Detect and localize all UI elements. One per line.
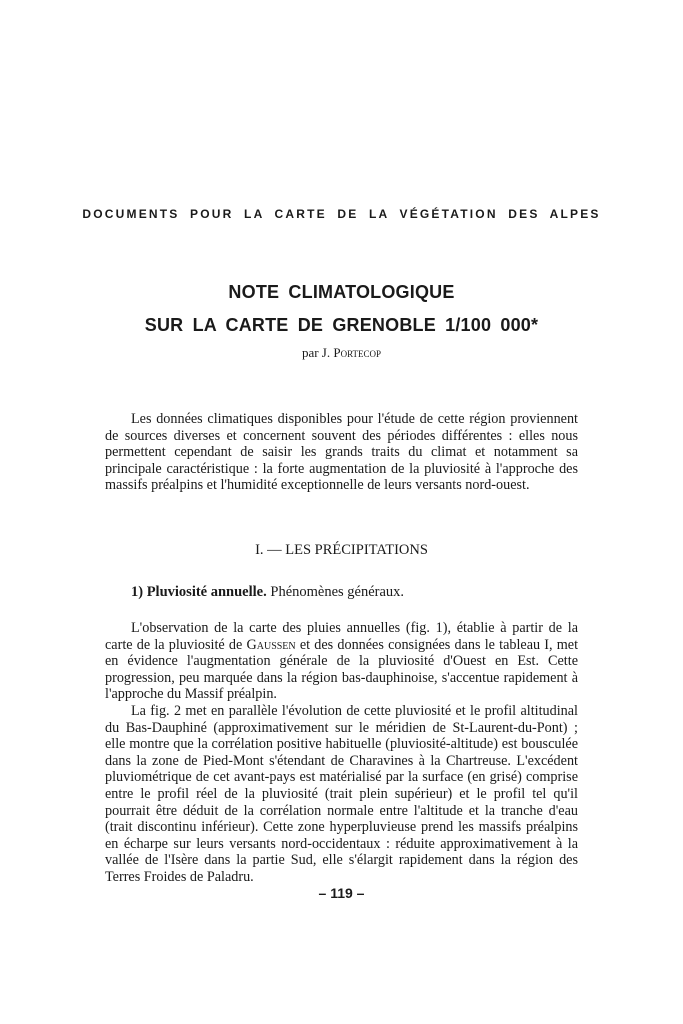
page-number: – 119 – — [318, 885, 365, 901]
article-title-line-2: SUR LA CARTE DE GRENOBLE 1/100 000* — [144, 315, 539, 335]
section-heading: I. — LES PRÉCIPITATIONS — [255, 542, 428, 558]
paragraph-1-text-b: et des données consignées dans le tableau I, met en évidence l'augmentation générale de la pluviosité d'Ouest en Est. Cette progression, peu marquée dans la région bas-dauphinoise, s'accentue rapidement à l'approche du Massif préalpin. — [105, 636, 579, 703]
body-text — [105, 620, 578, 886]
paragraph-1-text-a: L'observation de la carte des pluies annuelles (fig. 1), établie à partir de la carte de la pluviosité de — [105, 620, 578, 653]
author-line — [0, 345, 683, 361]
author-prefix: par J. — [301, 345, 331, 360]
body-paragraph-1 — [105, 620, 578, 703]
cited-author-gaussen: Gaussen — [246, 636, 296, 653]
body-paragraph-2: La fig. 2 met en parallèle l'évolution de cette pluviosité et le profil altitudinal du Bas-Dauphiné (approximativement sur le méridien de St-Laurent-du-Pont) ; elle montre que la corrélation positive habituelle (pluviosité-altitude) est bousculée dans la zone de Pied-Mont s'étendant de Charavines à la Chartreuse. L'excédent pluviométrique de cet avant-pays est matérialisé par la surface (en grisé) comprise entre le profil réel de la pluviosité (trait plein supérieur) et le profil tel qu'il pourrait être déduit de la corrélation normale entre l'altitude et la tranche d'eau (trait discontinu inférieur). Cette zone hyperpluvieuse prend les massifs préalpins en écharpe sur leurs versants nord-occidentaux : réduite approximativement à la vallée de l'Isère dans la partie Sud, elle s'élargit rapidement dans la région des Terres Froides de Paladru. — [105, 702, 578, 885]
subsection-heading — [131, 584, 404, 601]
subsection-title: 1) Pluviosité annuelle. — [131, 584, 267, 600]
series-header: DOCUMENTS POUR LA CARTE DE LA VÉGÉTATION DES ALPES — [82, 207, 601, 221]
author-name: Portecop — [333, 345, 382, 360]
abstract — [105, 411, 578, 494]
subsection-subtitle: Phénomènes généraux. — [270, 584, 405, 600]
article-title-line-1: NOTE CLIMATOLOGIQUE — [228, 282, 455, 302]
abstract-paragraph: Les données climatiques disponibles pour l'étude de cette région proviennent de sources diverses et concernent souvent des périodes différentes : elles nous permettent cependant de saisir les grands traits du climat et notamment sa principale caractéristique : la forte augmentation de la pluviosité à l'approche des massifs préalpins et l'humidité exceptionnelle de leurs versants nord-ouest. — [105, 411, 578, 494]
